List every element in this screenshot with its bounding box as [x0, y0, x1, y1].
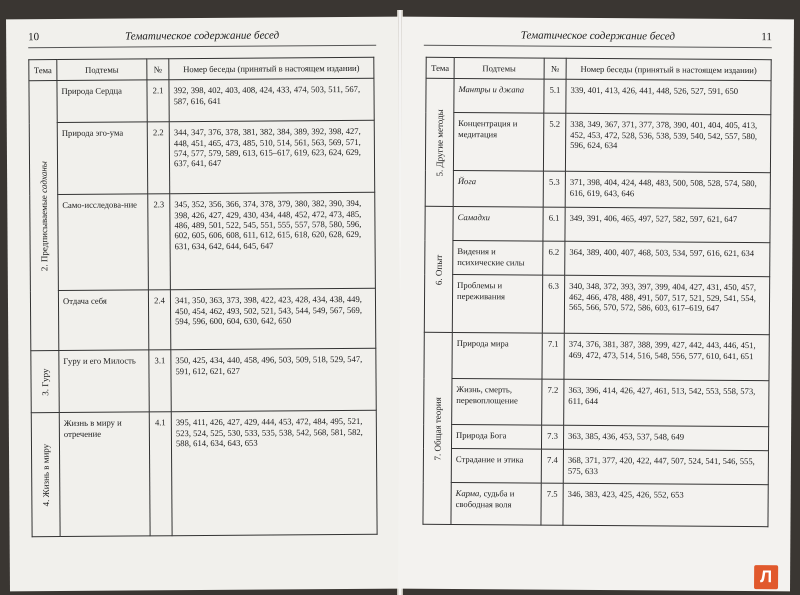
theme-label: 4. Жизнь в миру	[40, 443, 51, 507]
subtopic-number: 5.2	[543, 113, 565, 171]
subtopic-number: 2.1	[147, 80, 169, 122]
theme-label: 5. Другие методы	[433, 109, 445, 177]
subtopic-cell: Само-исследова-ние	[58, 194, 149, 291]
subtopic-number: 5.1	[544, 79, 566, 113]
subtopic-cell: Природа мира	[452, 333, 542, 380]
theme-label: 3. Гуру	[39, 368, 50, 396]
talk-numbers: 340, 348, 372, 393, 397, 399, 404, 427, 431, 450, 457, 462, 466, 478, 488, 491, 507, 517, 521, 529, 541, 554, 565, 566, 570, 572, 586, 603, 617–619, 647	[564, 276, 769, 335]
subtopic-rest: , судьба и свободная воля	[455, 488, 515, 510]
theme-cell	[424, 207, 453, 333]
theme-label: 6. Опыт	[433, 254, 444, 285]
subtopic-cell: Самадхи	[453, 207, 543, 242]
publisher-logo: Л	[754, 565, 778, 589]
subtopic-number: 2.4	[148, 290, 170, 350]
talk-numbers: 392, 398, 402, 403, 408, 424, 433, 474, 503, 511, 567, 587, 616, 641	[169, 79, 374, 122]
table-row	[424, 275, 769, 335]
subtopic-cell: Йога	[453, 171, 543, 208]
subtopic-number: 5.3	[543, 171, 565, 207]
subtopic-cell: Жизнь, смерть, перевоплощение	[452, 379, 542, 426]
column-header: Номер беседы (принятый в настоящем издании)	[566, 58, 771, 81]
running-header	[28, 29, 376, 48]
table-row	[425, 171, 770, 209]
subtopic-cell: Проблемы и переживания	[452, 275, 542, 334]
talk-numbers: 344, 347, 376, 378, 381, 382, 384, 389, 392, 398, 427, 448, 451, 465, 473, 485, 510, 514, 561, 563, 569, 571, 574, 577, 579, 589, 613, 615–617, 619, 623, 624, 629, 637, 641, 647	[169, 121, 374, 194]
subtopic-cell: Жизнь в миру и отречение	[59, 412, 150, 537]
column-header: №	[544, 58, 566, 79]
subtopic-number: 4.1	[149, 412, 172, 536]
theme-cell	[31, 413, 60, 537]
talk-numbers: 371, 398, 404, 424, 448, 483, 500, 508, 528, 574, 580, 616, 619, 643, 646	[565, 172, 770, 209]
talk-numbers: 345, 352, 356, 366, 374, 378, 379, 380, 382, 390, 394, 398, 426, 427, 429, 430, 434, 448, 452, 472, 473, 485, 486, 489, 501, 522, 545, 551, 555, 557, 578, 580, 596, 602, 605, 606, 608, 611, 612, 615, 618, 620, 628, 629, 631, 634, 642, 644, 645, 647	[170, 193, 376, 290]
subtopic-number: 7.1	[542, 333, 564, 379]
talk-numbers: 368, 371, 377, 420, 422, 447, 507, 524, 541, 546, 555, 575, 633	[563, 450, 768, 485]
table-row	[424, 333, 769, 381]
thematic-table	[422, 57, 771, 528]
page-number: 10	[28, 31, 40, 44]
subtopic-cell: Природа Сердца	[57, 80, 147, 123]
table-row	[31, 411, 377, 537]
table-header-row	[29, 57, 374, 81]
column-header: Номер беседы (принятый в настоящем издании)	[169, 57, 374, 80]
column-header: Тема	[426, 57, 454, 79]
table-row	[423, 483, 768, 527]
table-row	[31, 349, 376, 413]
talk-numbers: 338, 349, 367, 371, 377, 378, 390, 401, 404, 405, 413, 452, 453, 472, 528, 536, 538, 539, 540, 542, 557, 580, 596, 624, 634	[565, 114, 770, 173]
subtopic-number: 7.2	[542, 379, 564, 425]
subtopic-italic-part: Карма	[455, 488, 480, 499]
talk-numbers: 349, 391, 406, 465, 497, 527, 582, 597, 621, 647	[565, 208, 770, 243]
subtopic-cell: Отдача себя	[58, 290, 148, 351]
talk-numbers: 395, 411, 426, 427, 429, 444, 453, 472, 484, 495, 521, 523, 524, 525, 530, 533, 535, 538, 542, 568, 581, 582, 588, 614, 634, 643, 653	[171, 411, 377, 536]
theme-cell	[423, 333, 452, 525]
table-row	[29, 121, 374, 195]
subtopic-number: 6.2	[543, 241, 565, 275]
subtopic-cell: Мантры и джапа	[454, 79, 544, 114]
table-row	[425, 207, 770, 243]
table-row	[30, 193, 376, 291]
talk-numbers: 374, 376, 381, 387, 388, 399, 427, 442, 443, 446, 451, 469, 472, 473, 514, 516, 548, 556, 577, 610, 641, 651	[564, 334, 769, 381]
column-header: Тема	[29, 60, 57, 82]
talk-numbers: 339, 401, 413, 426, 441, 448, 526, 527, 591, 650	[566, 80, 771, 115]
talk-numbers: 363, 385, 436, 453, 537, 548, 649	[563, 426, 768, 451]
right-page	[398, 17, 794, 592]
subtopic-number: 6.1	[543, 207, 565, 241]
left-page	[6, 17, 402, 592]
talk-numbers: 346, 383, 423, 425, 426, 552, 653	[563, 484, 768, 527]
subtopic-cell: Концентрация и медитация	[453, 113, 543, 172]
theme-cell	[29, 81, 59, 351]
talk-numbers: 364, 389, 400, 407, 468, 503, 534, 597, 616, 621, 634	[565, 242, 770, 277]
theme-cell	[31, 351, 59, 413]
column-header: Подтемы	[454, 58, 544, 80]
table-row	[423, 449, 768, 485]
table-row	[29, 79, 374, 123]
subtopic-cell: Страдание и этика	[451, 449, 541, 484]
table-row	[423, 425, 768, 451]
table-header-row	[426, 57, 771, 81]
subtopic-number: 7.4	[541, 449, 563, 483]
subtopic-cell: Природа Бога	[451, 425, 541, 450]
subtopic-number: 7.3	[541, 425, 563, 449]
header-title: Тематическое содержание бесед	[520, 29, 675, 43]
table-row	[424, 379, 769, 427]
theme-label: 7. Общая теория	[432, 397, 443, 461]
theme-cell	[425, 79, 454, 207]
subtopic-cell: Природа эго-ума	[57, 122, 148, 195]
table-row	[426, 79, 771, 115]
thematic-table	[28, 57, 377, 538]
subtopic-cell	[451, 483, 541, 526]
page-number: 11	[761, 31, 772, 44]
subtopic-number: 7.5	[541, 483, 563, 525]
talk-numbers: 363, 396, 414, 426, 427, 461, 513, 542, 553, 558, 573, 611, 644	[564, 380, 769, 427]
subtopic-number: 6.3	[542, 275, 564, 333]
subtopic-cell: Видения и психические силы	[453, 241, 543, 276]
table-row	[425, 241, 770, 277]
talk-numbers: 350, 425, 434, 440, 458, 496, 503, 509, 518, 529, 547, 591, 612, 621, 627	[171, 349, 376, 412]
running-header	[424, 29, 772, 48]
column-header: Подтемы	[57, 59, 147, 81]
subtopic-cell: Гуру и его Милость	[59, 350, 149, 413]
subtopic-number: 2.3	[148, 194, 171, 290]
header-title: Тематическое содержание бесед	[125, 29, 280, 43]
talk-numbers: 341, 350, 363, 373, 398, 422, 423, 428, 434, 438, 449, 450, 454, 462, 493, 502, 521, 543, 544, 549, 567, 569, 594, 596, 600, 604, 630, 642, 650	[170, 289, 375, 350]
theme-label: 2. Предписываемые садханы	[38, 160, 49, 271]
table-row	[30, 289, 375, 351]
subtopic-number: 2.2	[147, 122, 170, 194]
column-header: №	[147, 59, 169, 80]
subtopic-number: 3.1	[149, 350, 171, 412]
table-row	[425, 113, 770, 173]
